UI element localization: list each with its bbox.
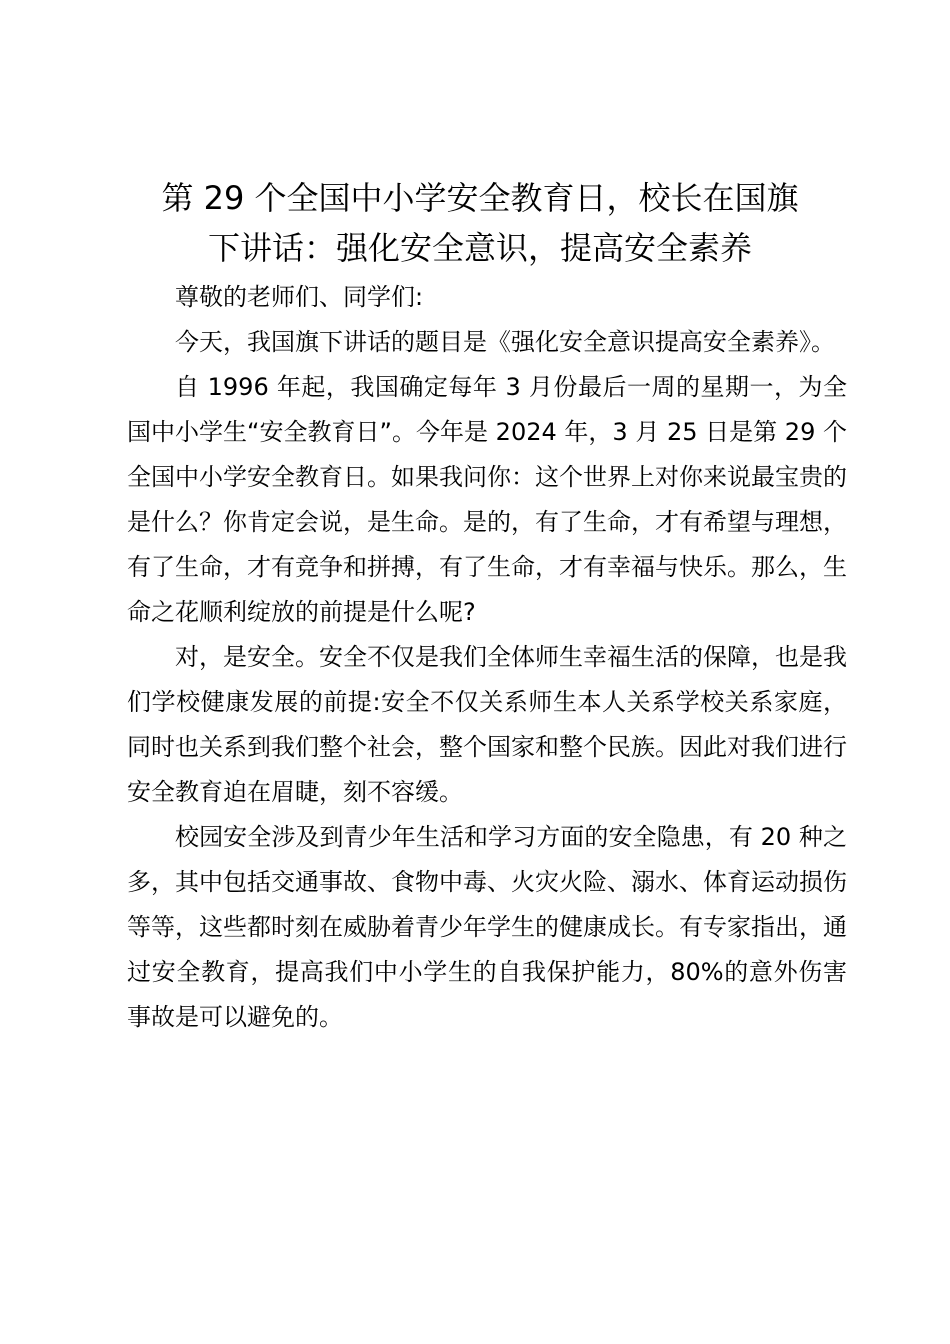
body-paragraph-1: 今天，我国旗下讲话的题目是《强化安全意识提高安全素养》。 [175,328,835,356]
body-paragraph-3: 对，是安全。安全不仅是我们全体师生幸福生活的保障，也是我们学校健康发展的前提:安全不仅关系师生本人关系学校关系家庭，同时也关系到我们整个社会，整个国家和整个民族。因此对我们进行安全教育迫在眉睫，刻不容缓。 [127,643,847,806]
body-paragraph-2: 自 1996 年起，我国确定每年 3 月份最后一周的星期一，为全国中小学生“安全教育日”。今年是 2024 年，3 月 25 日是第 29 个全国中小学安全教育日。如果我问你：这个世界上对你来说最宝贵的是什么？你肯定会说，是生命。是的，有了生命，才有希望与理想，有了生命，才有竞争和拼搏，有了生命，才有幸福与快乐。那么，生命之花顺利绽放的前提是什么呢? [127,373,847,626]
title-line-2: 下讲话：强化安全意识，提高安全素养 [207,229,752,267]
salutation-paragraph: 尊敬的老师们、同学们: [175,283,424,311]
body-paragraph-4: 校园安全涉及到青少年生活和学习方面的安全隐患，有 20 种之多，其中包括交通事故、食物中毒、火灾火险、溺水、体育运动损伤等等，这些都时刻在威胁着青少年学生的健康成长。有专家指出，通过安全教育，提高我们中小学生的自我保护能力，80%的意外伤害事故是可以避免的。 [127,823,847,1031]
document-title [110,173,850,273]
title-line-1: 第 29 个全国中小学安全教育日，校长在国旗 [161,179,799,217]
document-body [127,275,847,1040]
